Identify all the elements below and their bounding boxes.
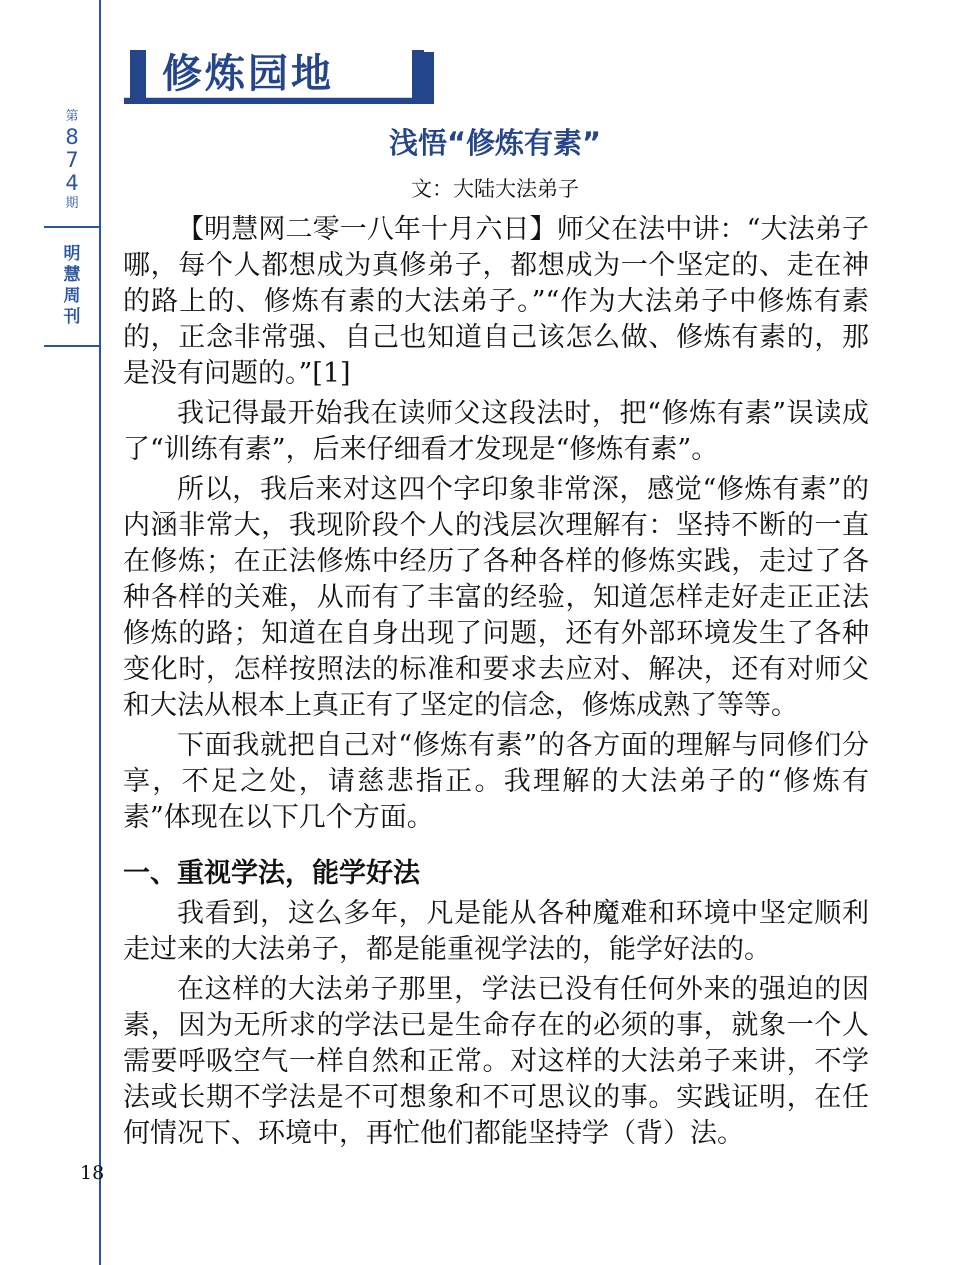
publication-char: 刊 xyxy=(63,307,81,327)
paragraph: 在这样的大法弟子那里，学法已没有任何外来的强迫的因素，因为无所求的学法已是生命存在的必须的事，就象一个人需要呼吸空气一样自然和正常。对这样的大法弟子来讲，不学法或长期不学法是不可想象和不可思议的事。实践证明，在任何情况下、环境中，再忙他们都能坚持学（背）法。 xyxy=(123,974,869,1149)
article-title: 浅悟“修炼有素” xyxy=(388,126,602,160)
paragraph: 我记得最开始我在读师父这段法时，把“修炼有素”误读成了“训练有素”，后来仔细看才发现是“修炼有素”。 xyxy=(123,398,869,465)
sidebar-divider xyxy=(44,345,100,347)
issue-digit: 7 xyxy=(65,148,79,172)
section-title: 修炼园地 xyxy=(162,51,334,97)
issue-number xyxy=(44,108,100,213)
issue-digit: 4 xyxy=(65,171,79,195)
paragraph: 【明慧网二零一八年十月六日】师父在法中讲：“大法弟子哪，每个人都想成为真修弟子，都想成为一个坚定的、走在神的路上的、修炼有素的大法弟子。”“作为大法弟子中修炼有素的，正念非常强、自己也知道自己该怎么做、修炼有素的，那是没有问题的。”[1] xyxy=(123,214,869,389)
publication-char: 慧 xyxy=(63,265,81,285)
paragraph: 我看到，这么多年，凡是能从各种魔难和环境中坚定顺利走过来的大法弟子，都是能重视学法的，能学好法的。 xyxy=(123,898,869,965)
article-body xyxy=(123,212,869,1156)
paragraph: 所以，我后来对这四个字印象非常深，感觉“修炼有素”的内涵非常大，我现阶段个人的浅层次理解有：坚持不断的一直在修炼；在正法修炼中经历了各种各样的修炼实践，走过了各种各样的关难，从而有了丰富的经验，知道怎样走好走正正法修炼的路；知道在自身出现了问题，还有外部环境发生了各种变化时，怎样按照法的标准和要求去应对、解决，还有对师父和大法从根本上真正有了坚定的信念，修炼成熟了等等。 xyxy=(123,474,869,721)
article-author: 文：大陆大法弟子 xyxy=(411,177,579,201)
banner-left-bar xyxy=(130,50,146,100)
publication-char: 明 xyxy=(63,244,81,264)
banner-right-bar xyxy=(412,50,424,100)
issue-suffix: 期 xyxy=(65,196,79,211)
issue-prefix: 第 xyxy=(65,109,79,124)
page-number: 18 xyxy=(80,1162,105,1184)
publication-char: 周 xyxy=(63,286,81,306)
sidebar-divider xyxy=(44,226,100,228)
section-heading: 一、重视学法，能学好法 xyxy=(123,858,420,889)
publication-name xyxy=(44,244,100,328)
paragraph: 下面我就把自己对“修炼有素”的各方面的理解与同修们分享，不足之处，请慈悲指正。我理解的大法弟子的“修炼有素”体现在以下几个方面。 xyxy=(123,730,869,833)
issue-digit: 8 xyxy=(65,125,79,149)
section-banner xyxy=(120,46,436,104)
